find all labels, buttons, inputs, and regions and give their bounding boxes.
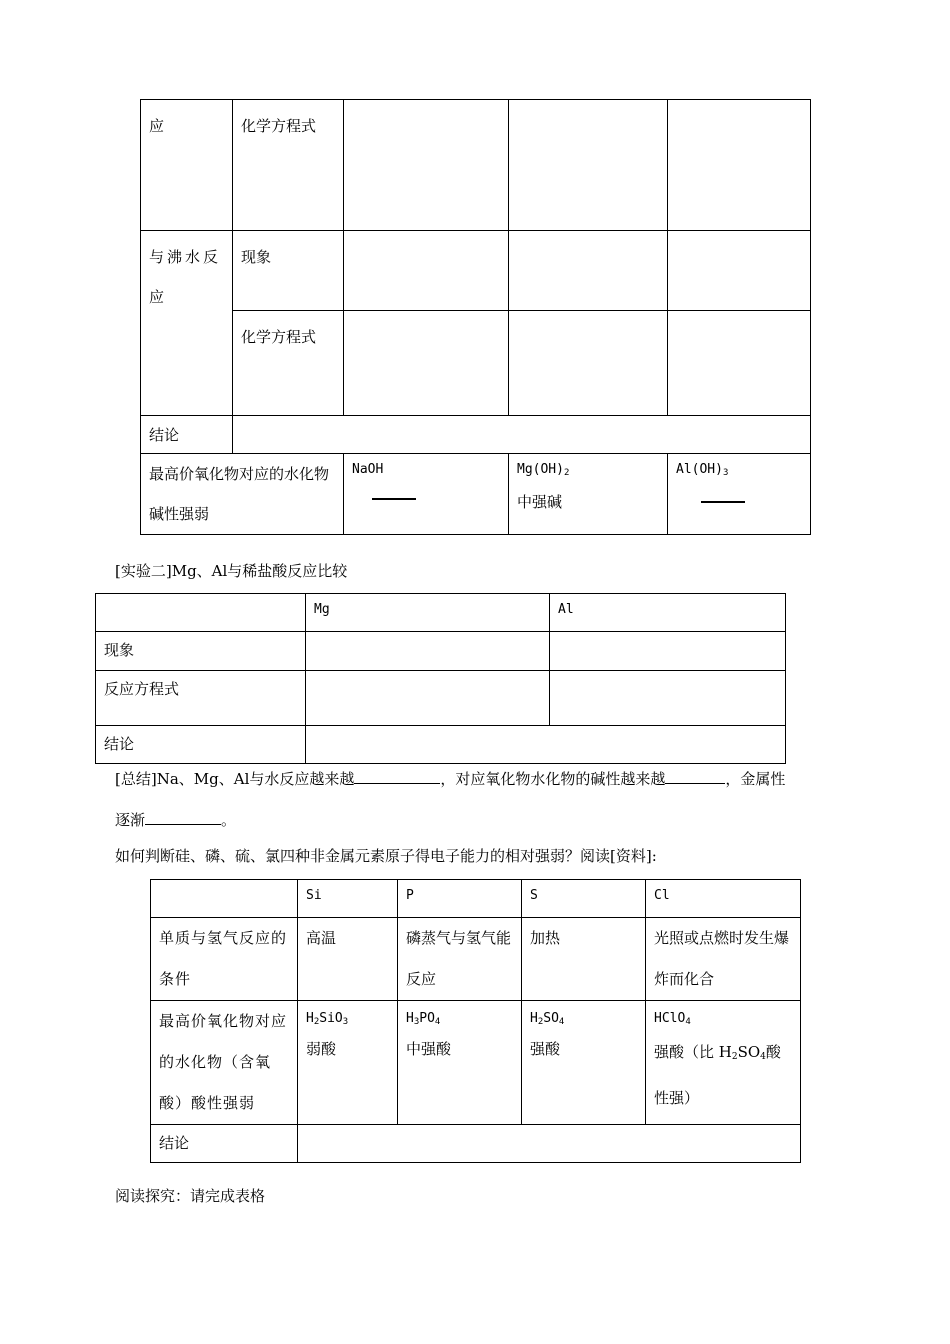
cell-condition-label — [151, 918, 298, 1001]
cell-p-header — [398, 880, 522, 918]
equation-label: 化学方程式 — [241, 328, 317, 346]
cell-na-equation[interactable] — [344, 100, 509, 231]
si-header: Si — [306, 888, 322, 903]
si-acid-formula: $H_2SiO_3$ — [306, 1011, 349, 1027]
cell-reaction-label — [141, 100, 233, 231]
cell-blank-header — [151, 880, 298, 918]
cell-conclusion-label — [151, 1125, 298, 1163]
p-acid-strength: 中强酸 — [406, 1040, 452, 1058]
cell-conclusion-label — [96, 726, 306, 764]
acid-strength-label: 最高价氧化物对应的水化物（含氧酸）酸性强弱 — [159, 1012, 288, 1112]
reading-prompt: 阅读探究：请完成表格 — [115, 1187, 266, 1205]
cell-phenomenon-label — [233, 231, 344, 311]
cell-phenomenon-label — [96, 632, 306, 671]
cell-conclusion-value[interactable] — [306, 726, 786, 764]
al-header: Al — [558, 602, 574, 617]
cell-mg-phenomenon[interactable] — [509, 231, 668, 311]
equation-label: 反应方程式 — [104, 680, 180, 698]
naoh-formula: NaOH — [352, 462, 384, 477]
cell-si-acid — [298, 1001, 398, 1125]
aloh-answer-blank[interactable] — [701, 501, 745, 503]
cell-boil-label — [141, 231, 233, 416]
cl-acid-formula: HClO$_4$ — [654, 1011, 691, 1027]
cell-na-equation-2[interactable] — [344, 311, 509, 416]
conclusion-label: 结论 — [159, 1134, 190, 1152]
cell-conclusion-label — [141, 416, 233, 454]
cell-al-phenomenon[interactable] — [550, 632, 786, 671]
cell-aloh — [668, 454, 811, 535]
hydroxide-label: 最高价氧化物对应的水化物碱性强弱 — [149, 465, 330, 523]
cl-condition: 光照或点燃时发生爆炸而化合 — [654, 929, 790, 988]
cell-p-condition — [398, 918, 522, 1001]
nonmetal-table — [150, 879, 801, 1163]
si-acid-strength: 弱酸 — [306, 1040, 337, 1058]
cell-hydroxide-label — [141, 454, 344, 535]
cl-header: Cl — [654, 888, 670, 903]
summary-line-1: [总结]Na、Mg、Al与水反应越来越 ，对应氧化物水化物的碱性越来越 ，金属性 — [115, 770, 786, 788]
cell-al-phenomenon[interactable] — [668, 231, 811, 311]
mg-header: Mg — [314, 602, 330, 617]
cell-si-header — [298, 880, 398, 918]
cell-mg-equation[interactable] — [509, 100, 668, 231]
question-text: 如何判断硅、磷、硫、氯四种非金属元素原子得电子能力的相对强弱？阅读[资料]: — [115, 847, 657, 865]
cell-si-condition — [298, 918, 398, 1001]
summary-line-2: 逐渐 。 — [115, 811, 237, 829]
cl-acid-strength: 强酸（比 $H_2SO_4$酸性强） — [654, 1043, 781, 1107]
s-acid-formula: $H_2SO_4$ — [530, 1011, 565, 1027]
cell-conclusion-value[interactable] — [233, 416, 811, 454]
cell-cl-acid — [646, 1001, 801, 1125]
mg-al-acid-table — [95, 593, 786, 764]
aloh-formula: $Al(OH)_3$ — [676, 462, 729, 478]
p-acid-formula: $H_3PO_4$ — [406, 1011, 441, 1027]
s-acid-strength: 强酸 — [530, 1040, 561, 1058]
s-condition: 加热 — [530, 929, 561, 947]
metal-water-reaction-table — [140, 99, 811, 535]
summary-blank-1[interactable] — [354, 769, 440, 784]
summary-blank-2[interactable] — [665, 769, 725, 784]
cell-s-acid — [522, 1001, 646, 1125]
cell-al-equation[interactable] — [668, 100, 811, 231]
phenomenon-label: 现象 — [104, 641, 135, 659]
cell-s-header — [522, 880, 646, 918]
cell-conclusion-value[interactable] — [298, 1125, 801, 1163]
equation-label: 化学方程式 — [241, 117, 317, 135]
cell-acid-label — [151, 1001, 298, 1125]
conclusion-label: 结论 — [104, 735, 135, 753]
cell-na-phenomenon[interactable] — [344, 231, 509, 311]
cell-al-equation-2[interactable] — [668, 311, 811, 416]
cell-mgoh — [509, 454, 668, 535]
phenomenon-label: 现象 — [241, 248, 272, 266]
mgoh-strength: 中强碱 — [517, 493, 563, 511]
summary-blank-3[interactable] — [145, 810, 221, 825]
cell-equation-label-2 — [233, 311, 344, 416]
p-header: P — [406, 888, 414, 903]
boil-water-label: 与沸水反应 — [149, 248, 222, 306]
s-header: S — [530, 888, 538, 903]
cell-mg-equation[interactable] — [306, 671, 550, 726]
naoh-answer-blank[interactable] — [372, 498, 416, 500]
p-condition: 磷蒸气与氢气能反应 — [406, 929, 512, 988]
cell-naoh — [344, 454, 509, 535]
cell-p-acid — [398, 1001, 522, 1125]
row-label: 应 — [149, 117, 165, 135]
cell-equation-label — [96, 671, 306, 726]
experiment-two-heading: [实验二]Mg、Al与稀盐酸反应比较 — [115, 562, 348, 580]
cell-al-header — [550, 594, 786, 632]
cell-cl-condition — [646, 918, 801, 1001]
cell-mg-phenomenon[interactable] — [306, 632, 550, 671]
cell-cl-header — [646, 880, 801, 918]
condition-label: 单质与氢气反应的条件 — [159, 929, 288, 988]
mgoh-formula: $Mg(OH)_2$ — [517, 462, 570, 478]
si-condition: 高温 — [306, 929, 337, 947]
cell-blank-header — [96, 594, 306, 632]
cell-mg-equation-2[interactable] — [509, 311, 668, 416]
cell-s-condition — [522, 918, 646, 1001]
cell-mg-header — [306, 594, 550, 632]
cell-equation-label — [233, 100, 344, 231]
cell-al-equation[interactable] — [550, 671, 786, 726]
conclusion-label: 结论 — [149, 426, 180, 444]
